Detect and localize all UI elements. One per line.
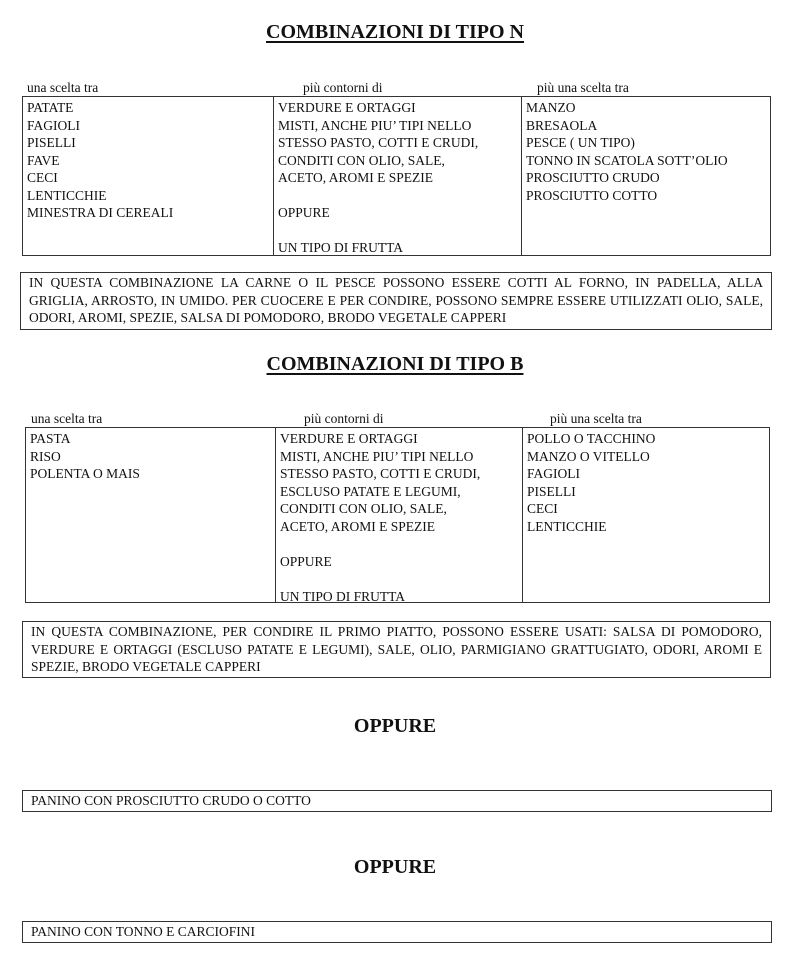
combo-n-header-2: più contorni di <box>303 80 383 95</box>
combo-n-col-contorni: VERDURE E ORTAGGI MISTI, ANCHE PIU’ TIPI NELLO STESSO PASTO, COTTI E CRUDI, CONDITI CON OLIO, SALE, ACETO, AROMI E SPEZIE OPPURE UN TIPO DI FRUTTA <box>273 97 521 255</box>
combo-b-note: IN QUESTA COMBINAZIONE, PER CONDIRE IL PRIMO PIATTO, POSSONO ESSERE USATI: SALSA DI POMODORO, VERDURE E ORTAGGI (ESCLUSO PATATE E LEGUMI), SALE, OLIO, PARMIGIANO GRATTUGIATO, ODORI, AROMI E SPEZIE, BRODO VEGETALE CAPPERI <box>22 621 771 678</box>
combo-n-col-secondo: MANZO BRESAOLA PESCE ( UN TIPO) TONNO IN SCATOLA SOTT’OLIO PROSCIUTTO CRUDO PROSCIUTTO COTTO <box>521 97 770 255</box>
combo-b-header-2: più contorni di <box>304 411 384 426</box>
combo-n-header-3: più una scelta tra <box>537 80 629 95</box>
oppure-heading-2: OPPURE <box>353 856 437 878</box>
combo-b-col-secondo: POLLO O TACCHINO MANZO O VITELLO FAGIOLI PISELLI CECI LENTICCHIE <box>522 428 769 602</box>
combo-b-title: COMBINAZIONI DI TIPO B <box>266 353 524 375</box>
combo-n-header-1: una scelta tra <box>27 80 99 95</box>
combo-b-col-contorni: VERDURE E ORTAGGI MISTI, ANCHE PIU’ TIPI NELLO STESSO PASTO, COTTI E CRUDI, ESCLUSO PATATE E LEGUMI, CONDITI CON OLIO, SALE, ACETO, AROMI E SPEZIE OPPURE UN TIPO DI FRUTTA <box>275 428 522 602</box>
combo-b-header-1: una scelta tra <box>31 411 103 426</box>
panino-tonno-box: PANINO CON TONNO E CARCIOFINI <box>22 921 772 943</box>
oppure-heading-1: OPPURE <box>353 715 437 737</box>
combo-b-table <box>25 427 770 603</box>
combo-n-note: IN QUESTA COMBINAZIONE LA CARNE O IL PESCE POSSONO ESSERE COTTI AL FORNO, IN PADELLA, ALLA GRIGLIA, ARROSTO, IN UMIDO. PER CUOCERE E PER CONDIRE, POSSONO SEMPRE ESSERE UTILIZZATI OLIO, SALE, ODORI, AROMI, SPEZIE, SALSA DI POMODORO, BRODO VEGETALE CAPPERI <box>20 272 772 330</box>
combo-n-col-primo: PATATE FAGIOLI PISELLI FAVE CECI LENTICCHIE MINESTRA DI CEREALI <box>27 100 174 220</box>
combo-b-col-primo: PASTA RISO POLENTA O MAIS <box>30 431 140 481</box>
panino-prosciutto-box: PANINO CON PROSCIUTTO CRUDO O COTTO <box>22 790 772 812</box>
combo-n-table <box>22 96 771 256</box>
combo-b-header-3: più una scelta tra <box>550 411 642 426</box>
combo-n-title: COMBINAZIONI DI TIPO N <box>266 21 524 43</box>
